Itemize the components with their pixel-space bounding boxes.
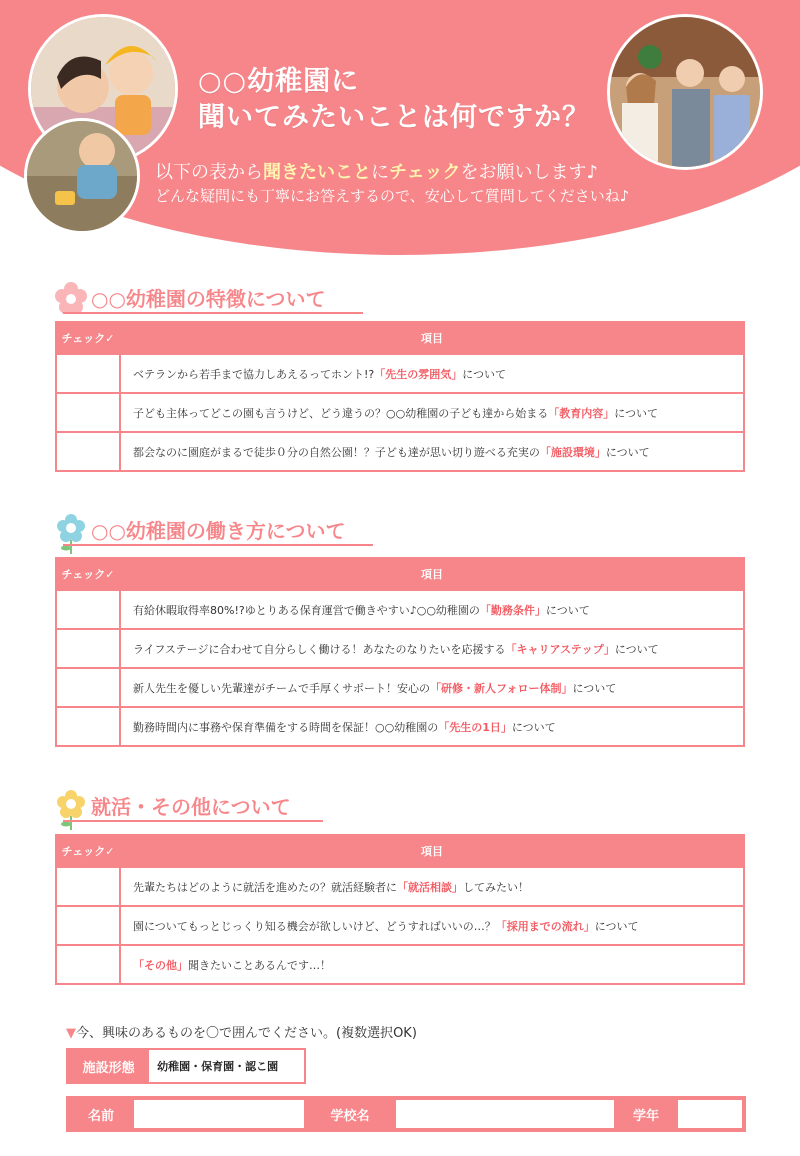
section-underline [63,820,323,822]
item-column-header: 項目 [120,322,744,354]
item-cell: ライフステージに合わせて自分らしく働ける！あなたのなりたいを応援する「キャリアステップ」について [120,629,744,668]
item-column-header: 項目 [120,835,744,867]
check-cell[interactable] [56,432,120,471]
facility-type-options[interactable]: 幼稚園・保育園・認こ園 [149,1050,304,1082]
check-cell[interactable] [56,707,120,746]
section-header-jobhunt [55,790,325,820]
item-cell: 子ども主体ってどこの園も言うけど、どう違うの？○○幼稚園の子ども達から始まる「教育内容」について [120,393,744,432]
question-table-jobhunt [55,834,745,985]
grade-label: 学年 [614,1098,678,1130]
flower-blue-icon [55,514,87,554]
item-cell: 新人先生を優しい先輩達がチームで手厚くサポート！安心の「研修・新人フォロー体制」について [120,668,744,707]
question-table-features [55,321,745,472]
child-playing-photo [24,118,140,234]
check-cell[interactable] [56,354,120,393]
table-row [56,668,744,707]
flower-yellow-icon [55,790,87,830]
check-column-header: チェック✓ [56,558,120,590]
check-cell[interactable] [56,668,120,707]
triangle-down-icon: ▼ [66,1026,76,1041]
table-row [56,906,744,945]
item-cell: 先輩たちはどのように就活を進めたの？就活経験者に「就活相談」してみたい！ [120,867,744,906]
item-cell: 勤務時間内に事務や保育準備をする時間を保証！○○幼稚園の「先生の1日」について [120,707,744,746]
table-row [56,590,744,629]
section-underline [63,544,373,546]
table-row [56,393,744,432]
check-cell[interactable] [56,867,120,906]
section-title-features: ○○幼稚園の特徴について [91,287,326,311]
check-cell[interactable] [56,590,120,629]
table-header-row [56,322,744,354]
grade-field[interactable] [678,1100,742,1128]
section-header-features [55,282,365,312]
table-row [56,629,744,668]
table-row [56,867,744,906]
facility-type-label: 施設形態 [68,1050,149,1082]
teachers-photo [607,14,763,170]
table-header-row [56,835,744,867]
table-row [56,354,744,393]
item-column-header: 項目 [120,558,744,590]
name-field[interactable] [134,1100,304,1128]
item-cell: 都会なのに園庭がまるで徒歩０分の自然公園！？子ども達が思い切り遊べる充実の「施設環境」について [120,432,744,471]
check-cell[interactable] [56,945,120,984]
header-banner [0,0,800,260]
instruction-pre: 以下の表から [155,162,263,183]
instruction-emphasis-2: チェック [389,162,461,183]
table-row [56,707,744,746]
instruction-post: をお願いします♪ [460,162,598,183]
title-line-1: ○○幼稚園に [198,66,360,97]
instruction-text [155,158,598,184]
title-line-2: 聞いてみたいことは何ですか？ [198,102,590,133]
school-field[interactable] [396,1100,614,1128]
section-title-work: ○○幼稚園の働き方について [91,519,346,543]
section-header-work [55,514,375,544]
check-column-header: チェック✓ [56,835,120,867]
selection-note [66,1022,417,1041]
flower-pink-icon [55,282,87,314]
reassurance-text: どんな疑問にも丁寧にお答えするので、安心して質問してくださいね♪ [155,187,630,205]
item-cell: 有給休暇取得率80%!?ゆとりある保育運営で働きやすい♪○○幼稚園の「勤務条件」について [120,590,744,629]
instruction-mid: に [371,162,389,183]
check-cell[interactable] [56,906,120,945]
check-column-header: チェック✓ [56,322,120,354]
page-title [198,64,590,136]
table-row [56,945,744,984]
item-cell: 園についてもっとじっくり知る機会が欲しいけど、どうすればいいの…？「採用までの流れ」について [120,906,744,945]
selection-note-text: 今、興味のあるものを〇で囲んでください。(複数選択OK) [76,1026,417,1041]
item-cell: 「その他」聞きたいことあるんです…！ [120,945,744,984]
item-cell: ベテランから若手まで協力しあえるってホント!?「先生の雰囲気」について [120,354,744,393]
section-title-jobhunt: 就活・その他について [91,795,291,819]
school-label: 学校名 [304,1098,396,1130]
section-underline [63,312,363,314]
check-cell[interactable] [56,393,120,432]
facility-type-row [66,1048,306,1084]
applicant-info-row [66,1096,746,1132]
question-table-work [55,557,745,747]
table-row [56,432,744,471]
table-header-row [56,558,744,590]
name-label: 名前 [68,1098,134,1130]
instruction-emphasis-1: 聞きたいこと [263,162,371,183]
check-cell[interactable] [56,629,120,668]
